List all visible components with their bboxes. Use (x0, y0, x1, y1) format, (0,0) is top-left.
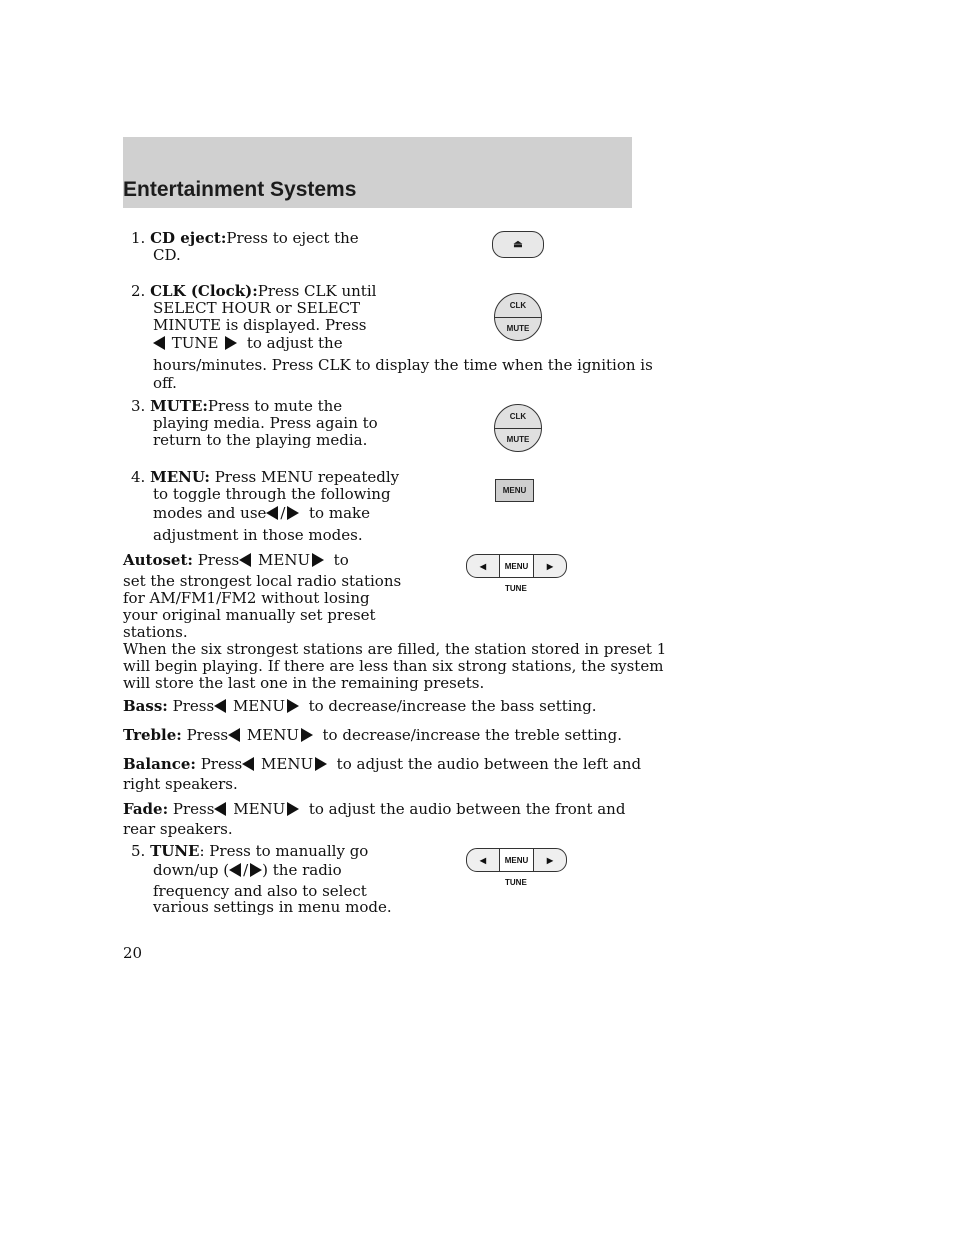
autoset-line-4: your original manually set preset (123, 606, 376, 624)
seek-right-icon (315, 757, 327, 771)
balance-line-2: right speakers. (123, 775, 238, 793)
mute-label: MUTE (506, 324, 530, 333)
autoset-line-8: will store the last one in the remaining presets. (123, 674, 485, 692)
tune-rocker-illustration-2 (466, 848, 567, 872)
tune-line-1: 5. TUNE: Press to manually go (131, 842, 369, 860)
tune-line-3: frequency and also to select (153, 882, 367, 900)
eject-icon: ⏏ (513, 239, 523, 250)
autoset-line-3: for AM/FM1/FM2 without losing (123, 589, 370, 607)
tune-line-4: various settings in menu mode. (153, 898, 392, 916)
fade-line-1: Fade: Press MENU to adjust the audio between the front and (123, 800, 626, 818)
seek-right-icon (312, 553, 324, 567)
seek-left-icon (242, 757, 254, 771)
tune-left-icon: ◀ (479, 855, 487, 865)
clk-label: CLK (495, 405, 541, 429)
section-header (123, 137, 632, 208)
seek-left-icon (228, 728, 240, 742)
clk-mute-button-illustration (494, 293, 542, 341)
tune-right-icon: ▶ (546, 561, 554, 571)
treble-line: Treble: Press MENU to decrease/increase the treble setting. (123, 726, 622, 744)
tune-center-label: MENU (499, 849, 534, 871)
clk-line-2: SELECT HOUR or SELECT (153, 299, 361, 317)
clk-line-3: MINUTE is displayed. Press (153, 316, 367, 334)
balance-line-1: Balance: Press MENU to adjust the audio between the left and (123, 755, 642, 773)
autoset-line-1: Autoset: Press MENU to (123, 551, 349, 569)
mute-line-1: 3. MUTE:Press to mute the (131, 397, 343, 415)
cd-eject-line-1: 1. CD eject:Press to eject the (131, 229, 359, 247)
autoset-line-5: stations. (123, 623, 188, 641)
seek-right-icon (250, 863, 262, 877)
autoset-line-7: will begin playing. If there are less than six strong stations, the system (123, 657, 664, 675)
menu-line-1: 4. MENU: Press MENU repeatedly (131, 468, 400, 486)
seek-left-icon (239, 553, 251, 567)
tune-center-label: MENU (499, 555, 534, 577)
tune-line-2: down/up ( / ) the radio (153, 861, 342, 879)
cd-eject-line-2: CD. (153, 246, 181, 264)
clk-line-5: hours/minutes. Press CLK to display the time when the ignition is (153, 356, 653, 374)
menu-line-3: modes and use / to make (153, 504, 370, 522)
clk-mute-button-illustration-2 (494, 404, 542, 452)
autoset-line-2: set the strongest local radio stations (123, 572, 402, 590)
fade-line-2: rear speakers. (123, 820, 233, 838)
clk-label: CLK (495, 294, 541, 318)
clk-line-1: 2. CLK (Clock):Press CLK until (131, 282, 377, 300)
tune-label: TUNE (505, 584, 527, 593)
seek-right-icon (287, 506, 299, 520)
section-title: Entertainment Systems (123, 178, 357, 201)
page-number: 20 (123, 944, 143, 962)
menu-line-2: to toggle through the following (153, 485, 391, 503)
menu-button-illustration: MENU (495, 479, 534, 502)
seek-left-icon (214, 802, 226, 816)
menu-line-4: adjustment in those modes. (153, 526, 363, 544)
seek-left-icon (214, 699, 226, 713)
mute-label: MUTE (506, 435, 530, 444)
clk-line-6: off. (153, 374, 177, 392)
seek-left-icon (266, 506, 278, 520)
eject-button-illustration (492, 231, 544, 258)
bass-line: Bass: Press MENU to decrease/increase the bass setting. (123, 697, 597, 715)
seek-left-icon (153, 336, 165, 350)
seek-left-icon (229, 863, 241, 877)
seek-right-icon (225, 336, 237, 350)
tune-left-icon: ◀ (479, 561, 487, 571)
mute-line-3: return to the playing media. (153, 431, 368, 449)
seek-right-icon (287, 699, 299, 713)
tune-rocker-illustration (466, 554, 567, 578)
seek-right-icon (301, 728, 313, 742)
seek-right-icon (287, 802, 299, 816)
tune-label: TUNE (505, 878, 527, 887)
clk-line-4: TUNE to adjust the (153, 335, 343, 352)
mute-line-2: playing media. Press again to (153, 414, 378, 432)
autoset-line-6: When the six strongest stations are filled, the station stored in preset 1 (123, 640, 667, 658)
tune-right-icon: ▶ (546, 855, 554, 865)
